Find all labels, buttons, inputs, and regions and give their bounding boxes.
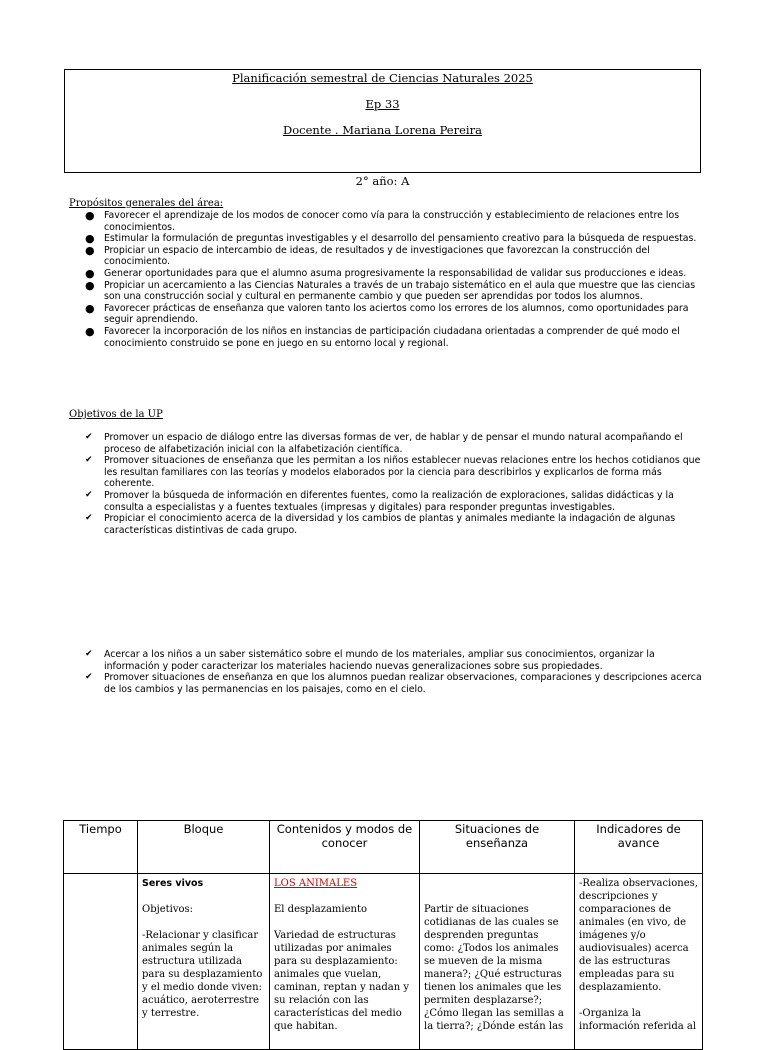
cell-contenidos: [270, 874, 420, 1050]
checkmark-icon: ✔: [85, 432, 93, 442]
list-item: ✔ Promover la búsqueda de información en diferentes fuentes, como la realización de exploraciones, salidas didácticas y la consulta a especialistas y a fuentes textuales (impresas y digitales) para responder preguntas investigables.: [85, 489, 674, 513]
checkmark-icon: ✔: [85, 513, 93, 524]
checkmark-icon: ✔: [85, 489, 93, 500]
list-item: ✔ Promover un espacio de diálogo entre las diversas formas de ver, de hablar y de pensar el mundo natural acompañando el proceso de alfabetización inicial con la alfabetización científica.: [85, 432, 683, 455]
plan-title: Planificación semestral de Ciencias Naturales 2025: [232, 71, 533, 85]
list-item: ✔ Propiciar el conocimiento acerca de la diversidad y los cambios de plantas y animales mediante la indagación de algunas características distintivas de cada grupo.: [85, 513, 676, 536]
objectives-heading: Objetivos de la UP: [69, 409, 163, 420]
list-item: ● Favorecer la incorporación de los niños en instancias de participación ciudadana orientadas a comprender de qué modo el conocimiento construido se pone en juego en su entorno local y regional.: [85, 324, 680, 349]
bullet-icon: ●: [85, 243, 95, 257]
table-row: [64, 874, 703, 1050]
bullet-icon: ●: [85, 266, 95, 280]
teaching-situations-text: Partir de situaciones cotidianas de las cuales se desprenden preguntas como: ¿Todos los animales se mueven de la misma manera?; ¿Qué estructuras tienen los animales que les permiten desplazarse?; ¿Cómo llegan las semillas a la tierra?; ¿Dónde están las: [424, 904, 564, 1032]
purposes-heading: Propósitos generales del área:: [69, 198, 224, 209]
cell-indicadores: [575, 874, 703, 1050]
teacher-name: Docente . Mariana Lorena Pereira: [283, 123, 482, 137]
grade-label: 2° año: A: [355, 174, 410, 188]
content-text: Variedad de estructuras utilizadas por animales para su desplazamiento: animales que vuelan, caminan, reptan y nadan y su relación con las características del medio que habitan.: [274, 930, 410, 1032]
bullet-icon: ●: [85, 232, 95, 246]
list-item: ● Propiciar un acercamiento a las Ciencias Naturales a través de un trabajo sistemático en el aula que muestre que las ciencias son una construcción social y cultural en permanente cambio y que pueden ser aprendidas por todos los alumnos.: [85, 278, 696, 303]
indicator-text: -Realiza observaciones, descripciones y comparaciones de animales (en vivo, de imágenes y/o audiovisuales) acerca de las estructuras empleadas para su desplazamiento.: [579, 878, 698, 993]
checkmark-icon: ✔: [85, 455, 93, 466]
bullet-icon: ●: [85, 209, 95, 222]
objectives-list-continued: [85, 649, 705, 695]
bullet-icon: ●: [85, 301, 95, 315]
content-title: LOS ANIMALES: [274, 878, 358, 889]
objectives-label: Objetivos:: [142, 904, 194, 915]
list-item: ● Favorecer el aprendizaje de los modos de conocer como vía para la construcción y establecimiento de relaciones entre los conocimientos.: [85, 209, 680, 233]
list-item: ● Favorecer prácticas de enseñanza que valoren tanto los aciertos como los errores de los alumnos, como oportunidades para seguir aprendiendo.: [85, 301, 689, 326]
bullet-icon: ●: [85, 324, 95, 338]
cell-bloque: [138, 874, 270, 1050]
list-item: ● Propiciar un espacio de intercambio de ideas, de resultados y de investigaciones que favorezcan la construcción del conocimiento.: [85, 243, 650, 268]
list-item: ● Generar oportunidades para que el alumno asuma progresivamente la responsabilidad de validar sus producciones e ideas.: [85, 266, 687, 280]
column-header-situaciones: Situaciones de enseñanza: [420, 821, 575, 874]
table-header-row: [64, 821, 703, 874]
checkmark-icon: ✔: [85, 672, 93, 683]
cell-tiempo: [64, 874, 138, 1050]
block-title: Seres vivos: [142, 878, 204, 889]
list-item: ✔ Promover situaciones de enseñanza que les permitan a los niños establecer nuevas relaciones entre los hechos cotidianos que les resultan familiares con las teorías y modelos elaborados por la ciencia para describirlos y explicarlos de forma más coherente.: [85, 455, 701, 490]
column-header-contenidos: Contenidos y modos de conocer: [270, 821, 420, 874]
objectives-list: [85, 432, 705, 536]
document-header: [64, 69, 701, 173]
planning-table: [63, 820, 703, 1050]
column-header-tiempo: Tiempo: [64, 821, 138, 874]
cell-situaciones: [420, 874, 575, 1050]
school-name: Ep 33: [365, 97, 400, 111]
column-header-indicadores: Indicadores de avance: [575, 821, 703, 874]
list-item: ● Estimular la formulación de preguntas investigables y el desarrollo del pensamiento creativo para la búsqueda de respuestas.: [85, 232, 697, 246]
checkmark-icon: ✔: [85, 649, 93, 659]
block-objective-text: -Relacionar y clasificar animales según la estructura utilizada para su desplazamiento y el medio donde viven: acuático, aeroterrestre y terrestre.: [142, 930, 263, 1019]
content-subtitle: El desplazamiento: [274, 904, 367, 915]
bullet-icon: ●: [85, 278, 95, 292]
column-header-bloque: Bloque: [138, 821, 270, 874]
list-item: ✔ Promover situaciones de enseñanza en que los alumnos puedan realizar observaciones, comparaciones y descripciones acerca de los cambios y las permanencias en los paisajes, como en el cielo.: [85, 672, 702, 695]
indicator-text: -Organiza la información referida al: [579, 1008, 697, 1032]
purposes-list: [85, 210, 705, 349]
list-item: ✔ Acercar a los niños a un saber sistemático sobre el mundo de los materiales, ampliar sus conocimientos, organizar la información y poder caracterizar los materiales haciendo nuevas generalizaciones sobre sus propiedades.: [85, 649, 655, 672]
